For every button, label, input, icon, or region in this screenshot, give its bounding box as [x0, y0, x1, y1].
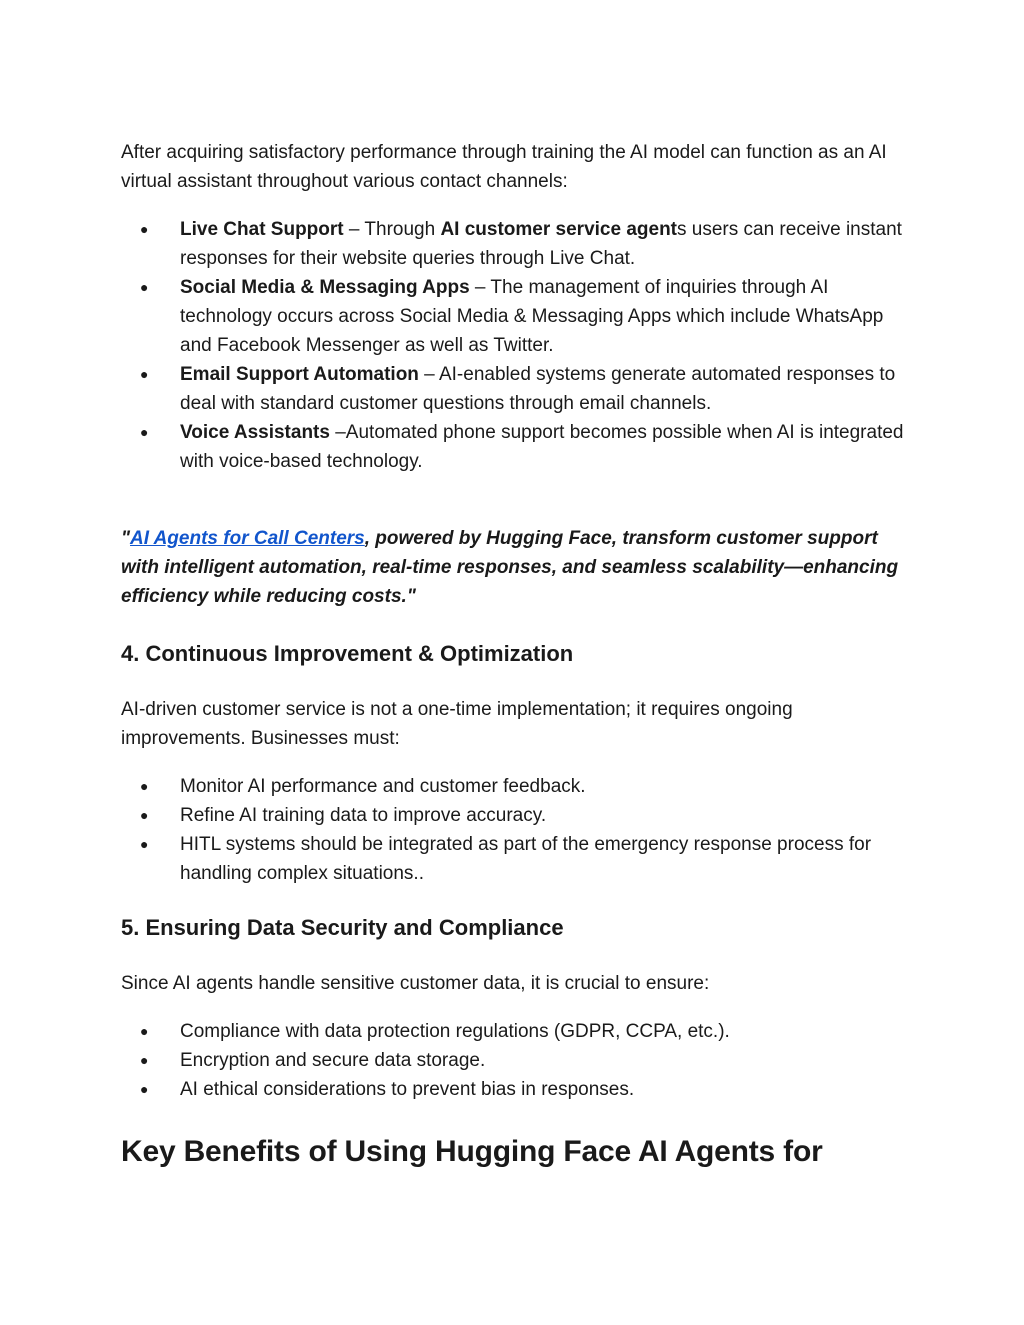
- bullet-icon: ●: [140, 221, 149, 237]
- list-item: ● AI ethical considerations to prevent bias in responses.: [121, 1075, 911, 1104]
- bullet-icon: ●: [140, 279, 149, 295]
- call-centers-link[interactable]: AI Agents for Call Centers: [130, 528, 365, 549]
- promo-quote: "AI Agents for Call Centers, powered by Hugging Face, transform customer support with intelligent automation, real-time responses, and seamless scalability—enhancing efficiency while reducing costs.": [121, 528, 899, 607]
- bullet-icon: ●: [140, 807, 149, 823]
- item-title: Voice Assistants: [180, 422, 330, 443]
- intro-paragraph: After acquiring satisfactory performance through training the AI model can function as an AI virtual assistant throughout various contact channels:: [121, 142, 887, 192]
- section-heading-improvement: 4. Continuous Improvement & Optimization: [121, 641, 574, 666]
- item-keyword: AI customer service agent: [440, 219, 677, 240]
- list-item: ● Social Media & Messaging Apps – The management of inquiries through AI technology occurs across Social Media & Messaging Apps which include WhatsApp and Facebook Messenger as well as Twitter.: [121, 273, 911, 360]
- bullet-icon: ●: [140, 1081, 149, 1097]
- list-item: ● Email Support Automation – AI-enabled systems generate automated responses to deal with standard customer questions through email channels.: [121, 360, 911, 418]
- improvement-list: [121, 772, 911, 888]
- document-page: [121, 138, 911, 1172]
- list-item: ● Compliance with data protection regulations (GDPR, CCPA, etc.).: [121, 1017, 911, 1046]
- list-item: ● Monitor AI performance and customer feedback.: [121, 772, 911, 801]
- item-title: Email Support Automation: [180, 364, 419, 385]
- item-title: Social Media & Messaging Apps: [180, 277, 470, 298]
- bullet-icon: ●: [140, 424, 149, 440]
- section-paragraph: AI-driven customer service is not a one-time implementation; it requires ongoing improvements. Businesses must:: [121, 699, 793, 749]
- list-item: ● Encryption and secure data storage.: [121, 1046, 911, 1075]
- list-item: ● Refine AI training data to improve accuracy.: [121, 801, 911, 830]
- section-heading-security: 5. Ensuring Data Security and Compliance: [121, 915, 564, 940]
- list-item: ● Voice Assistants –Automated phone support becomes possible when AI is integrated with voice-based technology.: [121, 418, 911, 476]
- security-list: [121, 1017, 911, 1104]
- key-benefits-heading: Key Benefits of Using Hugging Face AI Agents for: [121, 1135, 823, 1168]
- bullet-icon: ●: [140, 366, 149, 382]
- bullet-icon: ●: [140, 778, 149, 794]
- contact-channels-list: [121, 215, 911, 476]
- list-item: ● HITL systems should be integrated as part of the emergency response process for handling complex situations..: [121, 830, 911, 888]
- item-title: Live Chat Support: [180, 219, 344, 240]
- section-paragraph: Since AI agents handle sensitive customer data, it is crucial to ensure:: [121, 973, 710, 994]
- bullet-icon: ●: [140, 836, 149, 852]
- bullet-icon: ●: [140, 1023, 149, 1039]
- list-item: ● Live Chat Support – Through AI customer service agents users can receive instant responses for their website queries through Live Chat.: [121, 215, 911, 273]
- bullet-icon: ●: [140, 1052, 149, 1068]
